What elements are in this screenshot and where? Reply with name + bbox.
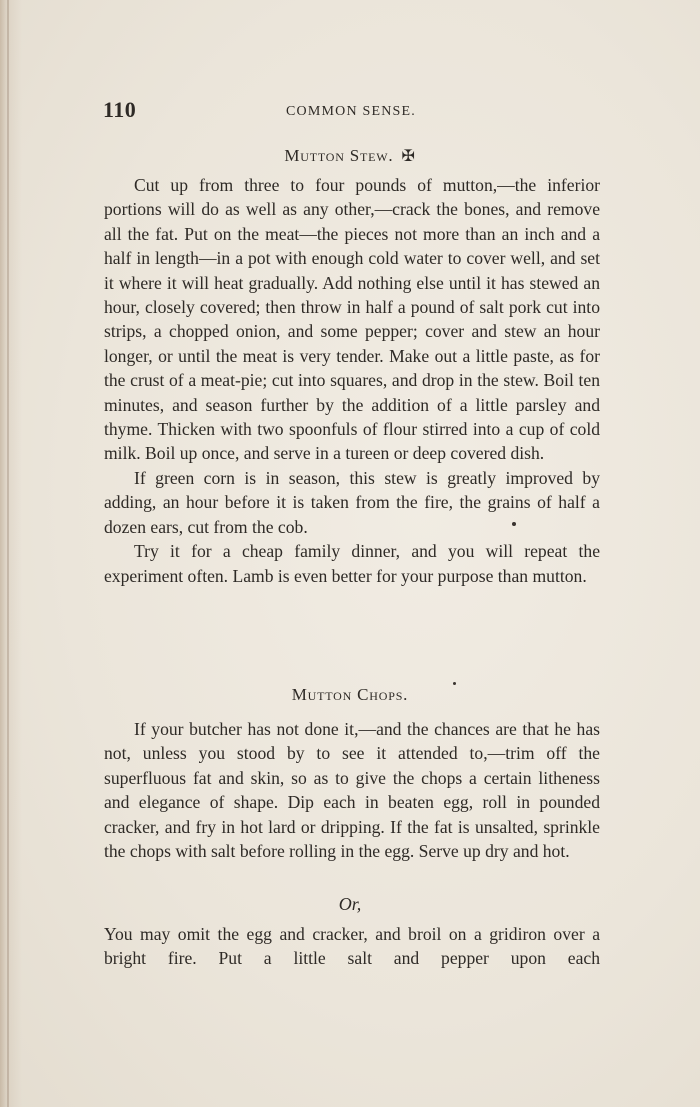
running-head: COMMON SENSE. — [286, 104, 416, 119]
paragraph: If green corn is in season, this stew is greatly improved by adding, an hour before it is taken from the fire, the grains of half a dozen ears, cut from the cob. — [104, 467, 600, 537]
section-title-text: Mutton Stew. — [284, 146, 394, 165]
ink-speck — [512, 522, 516, 526]
mutton-chops-body — [104, 717, 600, 863]
section-title-mutton-stew — [0, 146, 700, 166]
paragraph: Try it for a cheap family dinner, and you will repeat the experiment often. Lamb is even better for your purpose than mutton. — [104, 541, 600, 586]
page-number: 110 — [103, 97, 137, 122]
paragraph: If your butcher has not done it,—and the chances are that he has not, unless you stood by to see it attended to,—trim off the superfluous fat and skin, so as to give the chops a certain litheness and elegance of shape. Dip each in beaten egg, roll in pounded cracker, and fry in hot lard or dripping. If the fat is unsalted, sprinkle the chops with salt before rolling in the egg. Serve up dry and hot. — [104, 719, 600, 862]
section-title-mutton-chops: Mutton Chops. — [291, 685, 409, 704]
paragraph: You may omit the egg and cracker, and broil on a gridiron over a bright fire. Put a little salt and pepper upon each — [104, 924, 600, 969]
or-divider: Or, — [338, 894, 362, 914]
ink-speck — [453, 682, 456, 685]
mutton-stew-body — [104, 173, 600, 588]
paragraph: Cut up from three to four pounds of mutton,—the inferior portions will do as well as any other,—crack the bones, and remove all the fat. Put on the meat—the pieces not more than an inch and a half in length—in a pot with enough cold water to cover well, and set it where it will heat gradually. Add nothing else until it has stewed an hour, closely covered; then throw in half a pound of salt pork cut into strips, a chopped onion, and some pepper; cover and stew an hour longer, or until the meat is very tender. Make out a little paste, as for the crust of a meat-pie; cut into squares, and drop in the stew. Boil ten minutes, and season further by the addition of a little parsley and thyme. Thicken with two spoonfuls of flour stirred into a cup of cold milk. Boil up once, and serve in a tureen or deep covered dish. — [104, 175, 600, 464]
alternate-method-body — [104, 922, 600, 971]
page-gutter-edge — [7, 0, 9, 1107]
cross-ornament-icon: ✠ — [401, 148, 416, 165]
page-header — [103, 97, 600, 127]
